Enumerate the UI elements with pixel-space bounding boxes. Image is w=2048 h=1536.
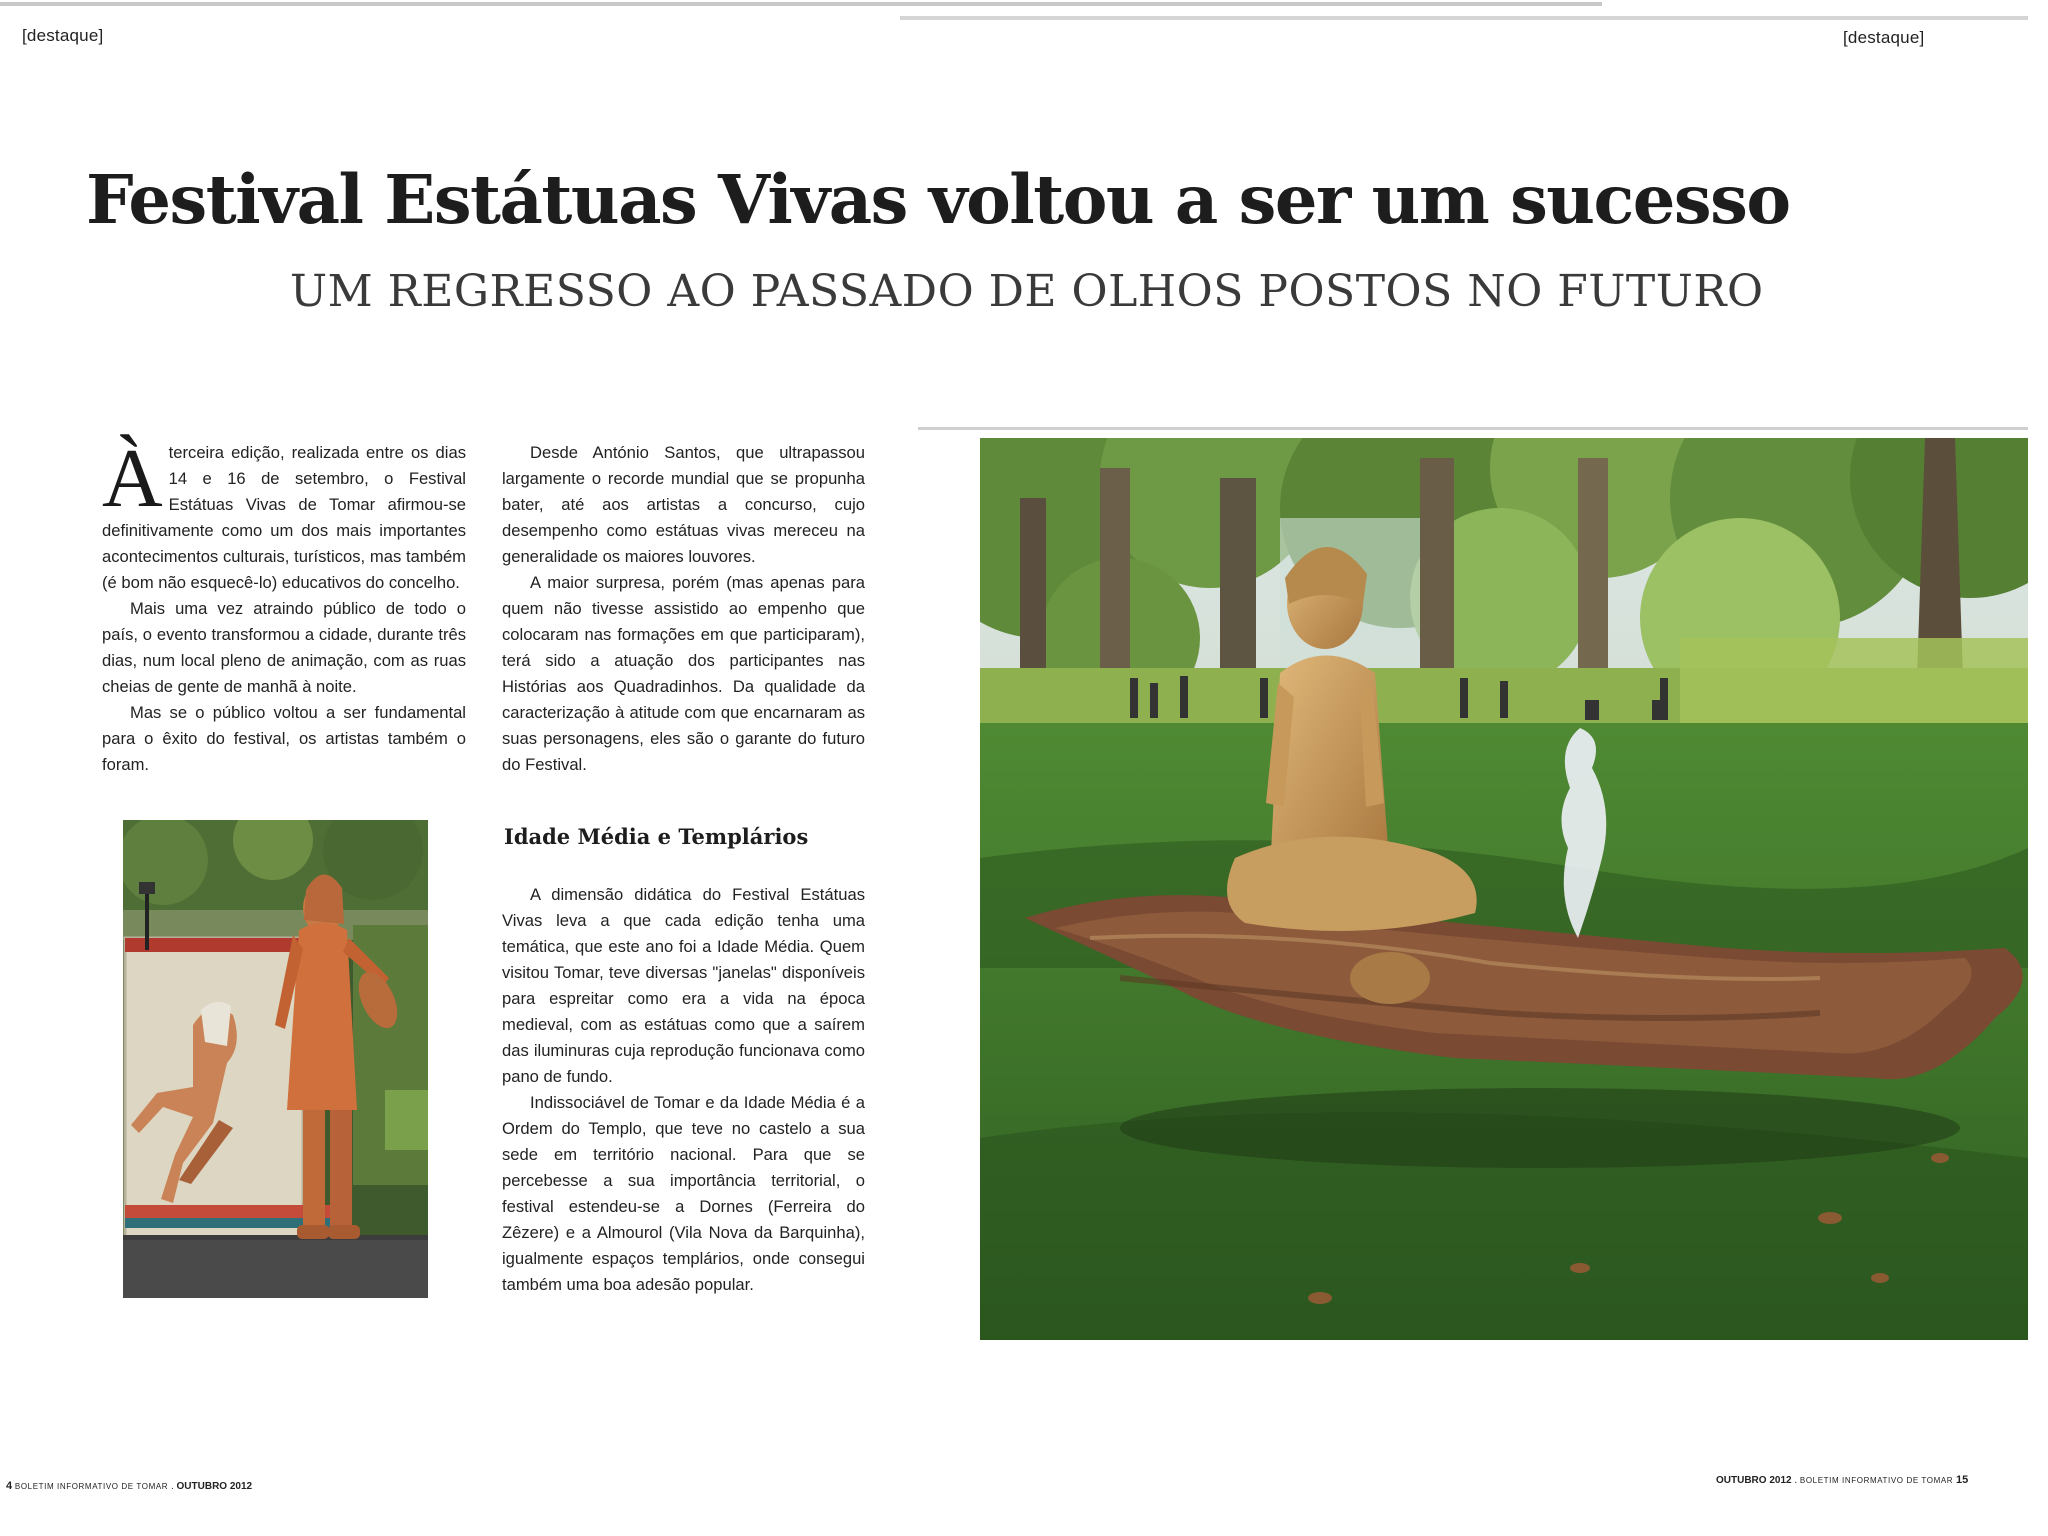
medieval-statue-photo bbox=[123, 820, 428, 1298]
article-column-2 bbox=[502, 440, 865, 778]
flying-carpet-statue-photo bbox=[980, 438, 2028, 1340]
footer-left-publication: BOLETIM INFORMATIVO DE TOMAR bbox=[14, 1482, 169, 1491]
article-column-1 bbox=[102, 432, 466, 778]
subheadline: UM REGRESSO AO PASSADO DE OLHOS POSTOS NO FUTURO bbox=[290, 266, 1764, 317]
footer-right: OUTUBRO 2012 . BOLETIM INFORMATIVO DE TOMAR 15 bbox=[1716, 1474, 1969, 1486]
drop-cap: À bbox=[102, 432, 163, 525]
col2-paragraph-2: A maior surpresa, porém (mas apenas para quem não tivesse assistido ao empenho que colocaram nas formações em que participaram), terá sido a atuação dos participantes nas Histórias aos Quadradinhos. Da qualidade da caracterização à atitude com que encarnaram as suas personagens, eles são o garante do futuro do Festival. bbox=[502, 573, 865, 774]
flying-carpet-statue-image bbox=[980, 438, 2028, 1340]
col1-paragraph-1: terceira edição, realizada entre os dias 14 e 16 de setembro, o Festival Estátuas Vivas de Tomar afirmou-se definitivamente como um dos mais importantes acontecimentos culturais, turísticos, mas também (é bom não esquecê-lo) educativos do concelho. bbox=[102, 443, 466, 592]
footer-right-publication: BOLETIM INFORMATIVO DE TOMAR bbox=[1799, 1476, 1954, 1485]
col2-paragraph-3: A dimensão didática do Festival Estátuas Vivas leva a que cada edição tenha uma temática, que este ano foi a Idade Média. Quem visitou Tomar, teve diversas "janelas" disponíveis para espreitar como era a vida na época medieval, com as estátuas como que a saírem das iluminuras cuja reprodução funcionava como pano de fundo. bbox=[502, 885, 865, 1086]
section-tag-right: [destaque] bbox=[1843, 28, 1925, 47]
section-heading: Idade Média e Templários bbox=[504, 824, 809, 849]
footer-right-issue: OUTUBRO 2012 bbox=[1716, 1475, 1792, 1486]
col1-paragraph-3: Mas se o público voltou a ser fundamental para o êxito do festival, os artistas também o foram. bbox=[102, 703, 466, 774]
footer-right-page-number: 15 bbox=[1955, 1474, 1969, 1486]
section-tag-left: [destaque] bbox=[22, 26, 104, 45]
col1-paragraph-2: Mais uma vez atraindo público de todo o país, o evento transformou a cidade, durante três dias, num local pleno de animação, com as ruas cheias de gente de manhã à noite. bbox=[102, 599, 466, 696]
footer-left: 4 BOLETIM INFORMATIVO DE TOMAR . OUTUBRO 2012 bbox=[6, 1480, 253, 1492]
top-rule-left bbox=[0, 2, 1602, 6]
footer-left-page-number: 4 bbox=[6, 1480, 13, 1492]
headline: Festival Estátuas Vivas voltou a ser um sucesso bbox=[86, 160, 1790, 239]
article-column-2-continued bbox=[502, 882, 865, 1298]
photo-rule bbox=[918, 427, 2028, 430]
top-rule-right bbox=[900, 16, 2028, 20]
col2-paragraph-1: Desde António Santos, que ultrapassou largamente o recorde mundial que se propunha bater, até aos artistas a concurso, cujo desempenho como estátuas vivas mereceu na generalidade os maiores louvores. bbox=[502, 443, 865, 566]
col2-paragraph-4: Indissociável de Tomar e da Idade Média é a Ordem do Templo, que teve no castelo a sua sede em território nacional. Para que se percebesse a sua importância territorial, o festival estendeu-se a Dornes (Ferreira do Zêzere) e a Almourol (Vila Nova da Barquinha), igualmente espaços templários, onde consegui também uma boa adesão popular. bbox=[502, 1093, 865, 1294]
medieval-statue-image bbox=[123, 820, 428, 1298]
footer-left-issue: OUTUBRO 2012 bbox=[176, 1481, 253, 1492]
